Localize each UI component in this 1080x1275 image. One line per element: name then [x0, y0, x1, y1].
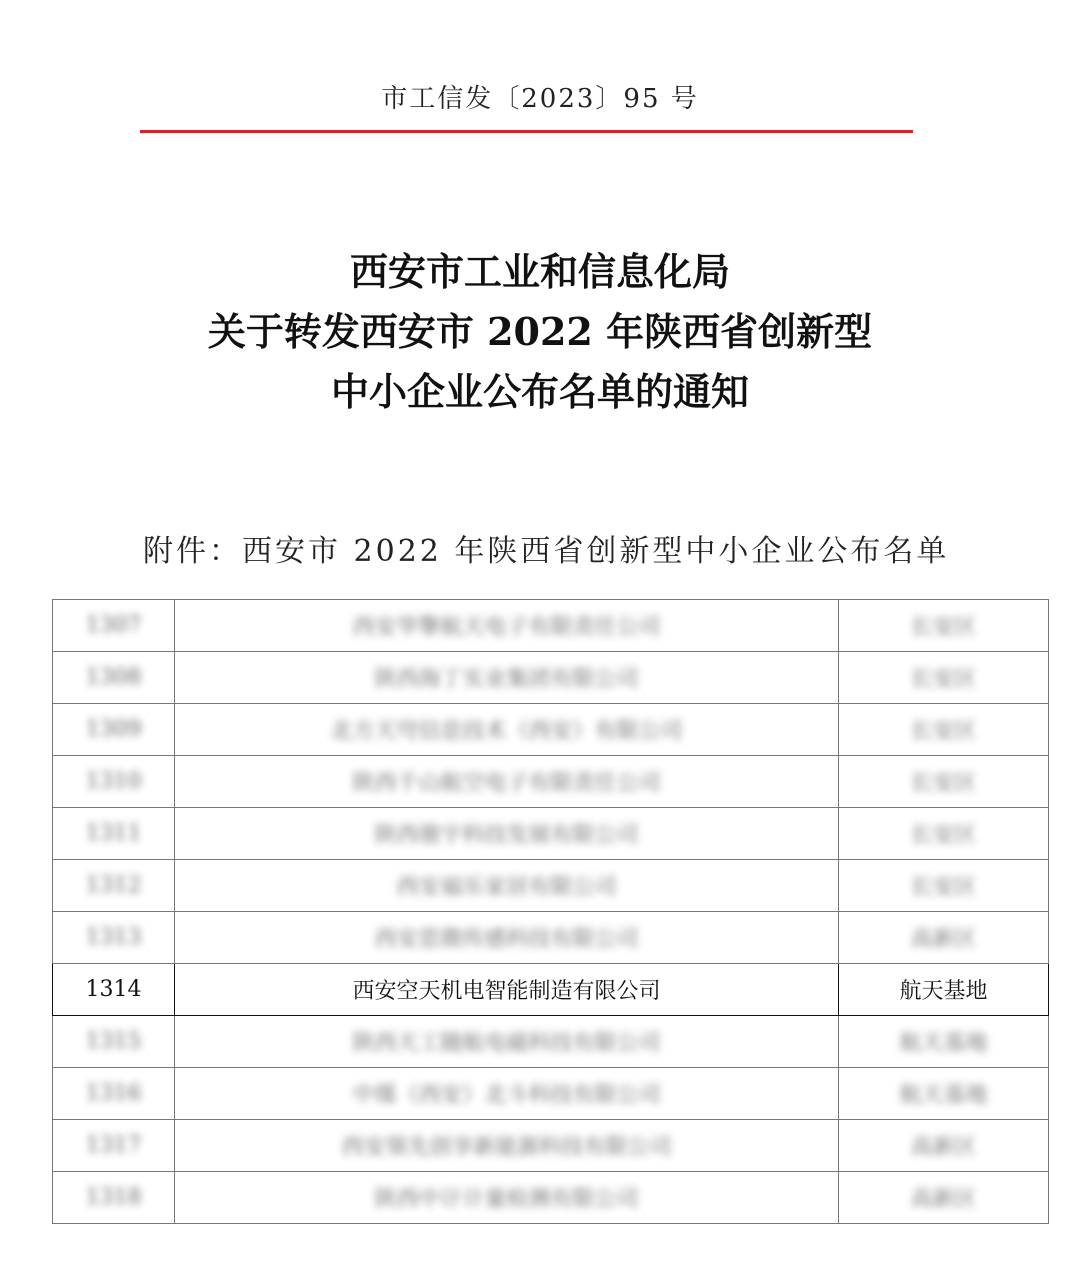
table-row — [53, 912, 1049, 964]
highlighted-table-row — [53, 964, 1049, 1016]
district-cell: 航天基地 — [839, 1016, 1049, 1068]
row-number-cell: 1316 — [53, 1068, 175, 1120]
red-header-rule — [140, 130, 913, 133]
company-name-cell: 陕西中计计量检测有限公司 — [175, 1172, 839, 1224]
company-list-table — [52, 599, 1048, 1224]
table-row — [53, 1068, 1049, 1120]
table-row — [53, 652, 1049, 704]
company-name-cell: 陕西骏宇科技发展有限公司 — [175, 808, 839, 860]
table-row — [53, 1016, 1049, 1068]
company-name-cell: 陕西海丁实业集团有限公司 — [175, 652, 839, 704]
district-cell: 长安区 — [839, 808, 1049, 860]
row-number-cell: 1307 — [53, 600, 175, 652]
table-row — [53, 704, 1049, 756]
district-cell: 长安区 — [839, 600, 1049, 652]
row-number-cell: 1309 — [53, 704, 175, 756]
row-number-cell: 1314 — [53, 964, 175, 1016]
title-line-3: 中小企业公布名单的通知 — [330, 369, 749, 414]
district-cell: 高新区 — [839, 1120, 1049, 1172]
table-row — [53, 600, 1049, 652]
attachment-label: 附件：西安市 2022 年陕西省创新型中小企业公布名单 — [143, 534, 950, 569]
company-name-cell: 北方天穹信息技术（西安）有限公司 — [175, 704, 839, 756]
district-cell: 长安区 — [839, 756, 1049, 808]
table-row — [53, 756, 1049, 808]
district-cell: 航天基地 — [839, 964, 1049, 1016]
row-number-cell: 1317 — [53, 1120, 175, 1172]
table-row — [53, 1120, 1049, 1172]
company-name-cell: 陕西天工随航电磁科技有限公司 — [175, 1016, 839, 1068]
row-number-cell: 1315 — [53, 1016, 175, 1068]
district-cell: 高新区 — [839, 912, 1049, 964]
company-name-cell: 中煤（西安）北斗科技有限公司 — [175, 1068, 839, 1120]
district-cell: 航天基地 — [839, 1068, 1049, 1120]
table-row — [53, 808, 1049, 860]
district-cell: 高新区 — [839, 1172, 1049, 1224]
title-line-1: 西安市工业和信息化局 — [349, 249, 730, 294]
company-name-cell: 西安华擎航天电子有限责任公司 — [175, 600, 839, 652]
document-title — [0, 242, 1080, 422]
company-name-cell: 西安領先创享新能源科技有限公司 — [175, 1120, 839, 1172]
row-number-cell: 1308 — [53, 652, 175, 704]
company-name-cell: 西安空天机电智能制造有限公司 — [175, 964, 839, 1016]
district-cell: 长安区 — [839, 652, 1049, 704]
company-name-cell: 西安思微传感科技有限公司 — [175, 912, 839, 964]
district-cell: 长安区 — [839, 704, 1049, 756]
district-cell: 长安区 — [839, 860, 1049, 912]
company-name-cell: 陕西千山航空电子有限责任公司 — [175, 756, 839, 808]
row-number-cell: 1318 — [53, 1172, 175, 1224]
company-name-cell: 西安福乐家居有限公司 — [175, 860, 839, 912]
table-row — [53, 1172, 1049, 1224]
title-line-2: 关于转发西安市 2022 年陕西省创新型 — [207, 309, 873, 354]
row-number-cell: 1311 — [53, 808, 175, 860]
row-number-cell: 1313 — [53, 912, 175, 964]
row-number-cell: 1310 — [53, 756, 175, 808]
table-row — [53, 860, 1049, 912]
document-number: 市工信发〔2023〕95 号 — [381, 84, 699, 114]
row-number-cell: 1312 — [53, 860, 175, 912]
